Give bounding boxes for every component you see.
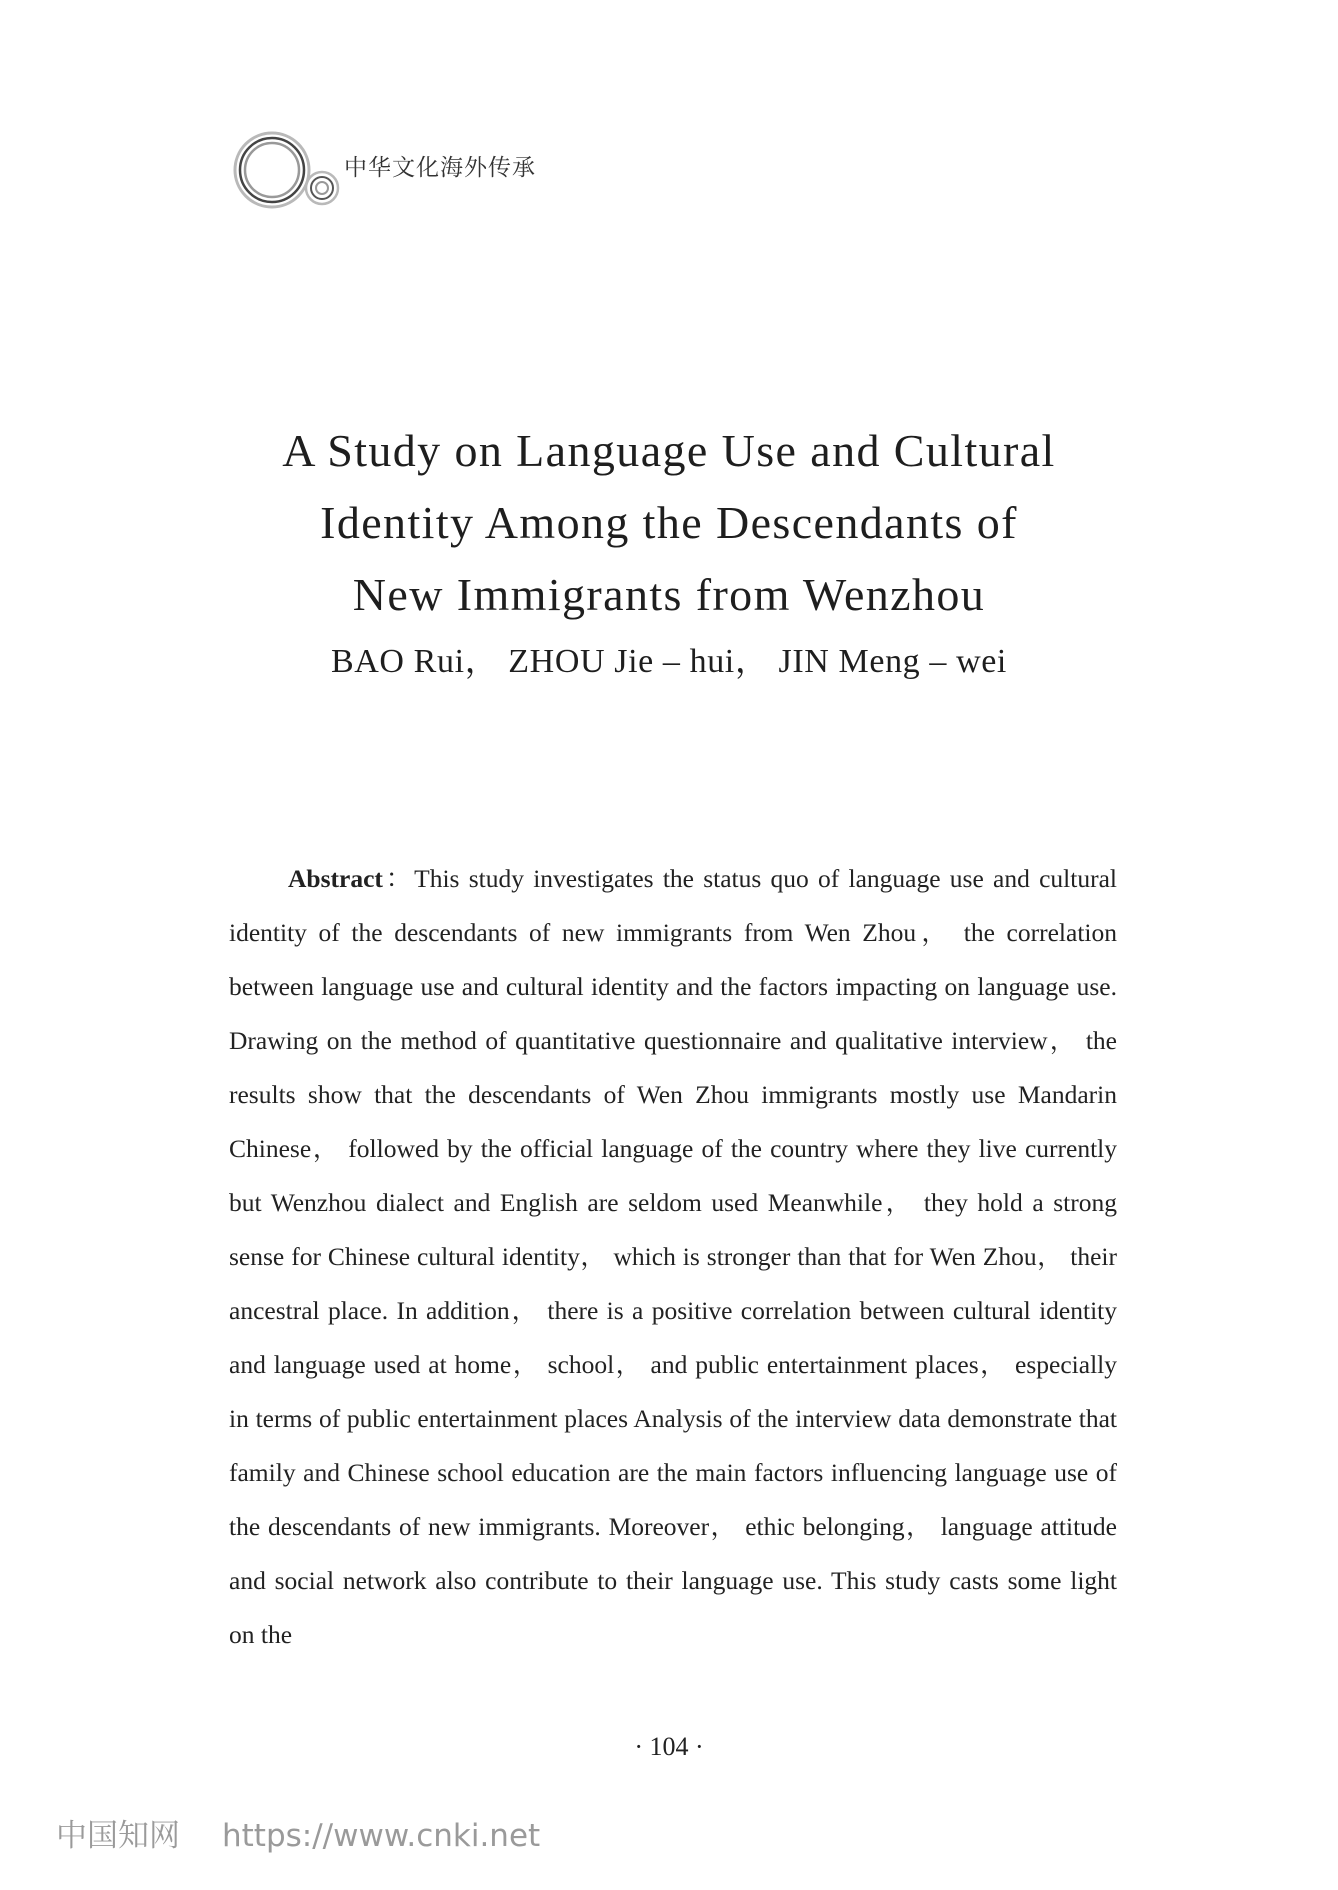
title-line: A Study on Language Use and Cultural	[282, 425, 1056, 476]
watermark-site-name: 中国知网	[56, 1818, 180, 1854]
abstract-text: This study investigates the status quo of language use and cultural identity of the descendants of new immigrants from Wen Zhou， the correlation between language use and cultural identity and the factors impacting on language use. Drawing on the method of quantitative questionnaire and qualitative interview， the results show that the descendants of Wen Zhou immigrants mostly use Mandarin Chinese， followed by the official language of the country where they live currently but Wenzhou dialect and English are seldom used Meanwhile， they hold a strong sense for Chinese cultural identity， which is stronger than that for Wen Zhou， their ancestral place. In addition， there is a positive correlation between cultural identity and language used at home， school， and public entertainment places， especially in terms of public entertainment places Analysis of the interview data demonstrate that family and Chinese school education are the main factors influencing language use of the descendants of new immigrants. Moreover， ethic belonging， language attitude and social network also contribute to their language use. This study casts some light on the	[229, 864, 1117, 1649]
page-number: · 104 ·	[634, 1732, 704, 1761]
author-list: BAO Rui， ZHOU Jie – hui， JIN Meng – wei	[331, 643, 1007, 680]
concentric-rings-logo-icon	[225, 128, 340, 210]
abstract-paragraph	[229, 852, 1117, 1662]
article-title-block	[0, 415, 1338, 687]
watermark-url: https://www.cnki.net	[222, 1818, 541, 1854]
abstract-label: Abstract	[288, 864, 383, 893]
abstract-separator: ：	[382, 864, 415, 893]
running-header	[225, 128, 536, 210]
journal-name: 中华文化海外传承	[344, 154, 536, 181]
article-title	[0, 415, 1338, 631]
cnki-watermark	[56, 1810, 540, 1855]
title-line: Identity Among the Descendants of	[320, 497, 1018, 548]
title-line: New Immigrants from Wenzhou	[352, 569, 986, 620]
